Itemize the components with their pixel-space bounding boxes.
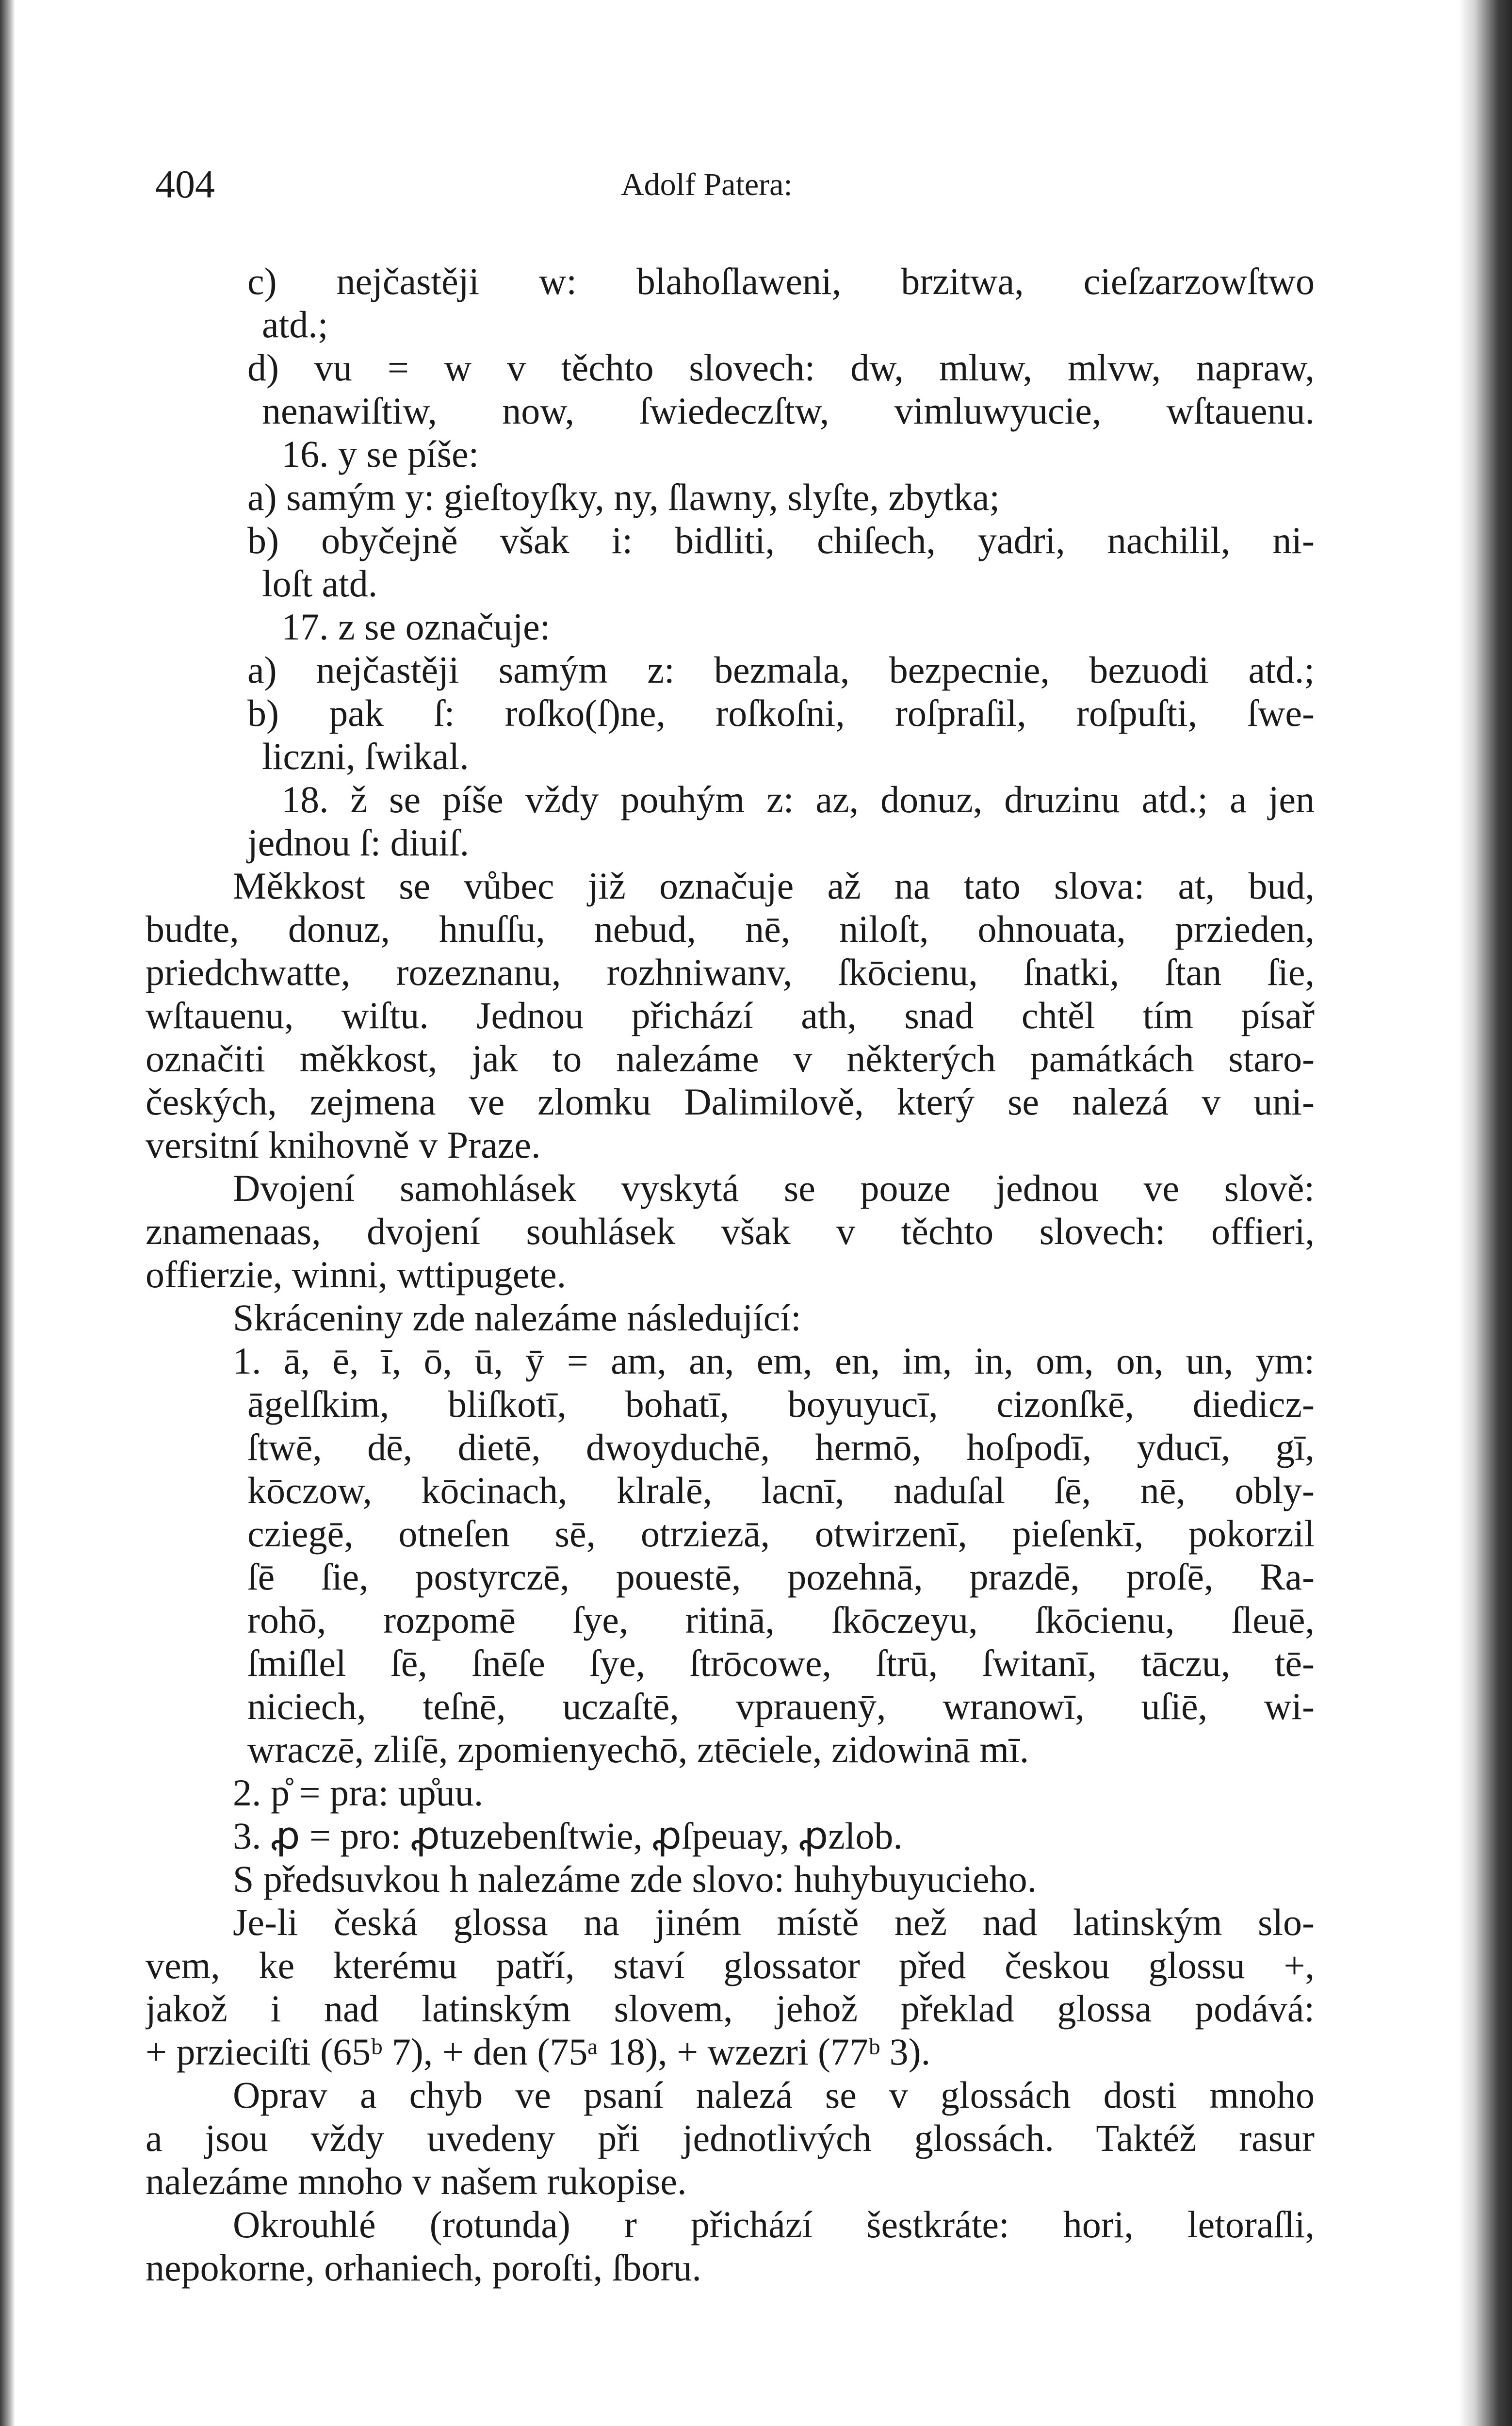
text-line: Okrouhlé (rotunda) r přichází šestkráte: hori, letoraſli, <box>233 2203 1315 2246</box>
text-line: + przieciſti (65ᵇ 7), + den (75ᵃ 18), + wzezri (77ᵇ 3). <box>146 2031 931 2073</box>
text-line: a) samým y: gieſtoyſky, ny, ſlawny, slyſte, zbytka; <box>247 476 1000 518</box>
text-line: jakož i nad latinským slovem, jehož překlad glossa podává: <box>146 1987 1315 2030</box>
text-line: loſt atd. <box>262 562 378 605</box>
text-line: Je-li česká glossa na jiném místě než nad latinským slo- <box>233 1901 1315 1943</box>
text-line: českých, zejmena ve zlomku Dalimilově, který se nalezá v uni- <box>146 1081 1315 1123</box>
text-line: nalezáme mnoho v našem rukopise. <box>146 2160 687 2202</box>
text-line: d) vu = w v těchto slovech: dw, mluw, mlvw, napraw, <box>247 346 1315 389</box>
text-line: liczni, ſwikal. <box>262 735 469 777</box>
text-line: nenawiſtiw, now, ſwiedeczſtw, vimluwyucie, wſtauenu. <box>262 390 1315 432</box>
text-line: niciech, teſnē, uczaſtē, vprauenȳ, wranowī, uſiē, wi- <box>247 1685 1315 1727</box>
text-line: a jsou vždy uvedeny při jednotlivých glossách. Taktéž rasur <box>146 2117 1315 2159</box>
text-line: versitní knihovně v Praze. <box>146 1124 541 1166</box>
running-header <box>0 160 1512 213</box>
text-line: wraczē, zliſē, zpomienyechō, ztēciele, zidowinā mī. <box>247 1728 1029 1770</box>
text-line: b) obyčejně však i: bidliti, chiſech, yadri, nachilil, ni- <box>247 519 1315 561</box>
text-line: Dvojení samohlásek vyskytá se pouze jednou ve slově: <box>233 1167 1315 1209</box>
text-line: Skráceniny zde nalezáme následující: <box>233 1296 801 1339</box>
text-line: S předsuvkou h nalezáme zde slovo: huhybuyucieho. <box>233 1858 1037 1900</box>
text-line: b) pak ſ: roſko(ſ)ne, roſkoſni, roſpraſil, roſpuſti, ſwe- <box>247 692 1315 734</box>
text-line: 2. p̊ = pra: up̊uu. <box>233 1771 484 1814</box>
text-line: cziegē, otneſen sē, otrziezā, otwirzenī, pieſenkī, pokorzil <box>247 1512 1315 1555</box>
text-line: a) nejčastěji samým z: bezmala, bezpecnie, bezuodi atd.; <box>247 649 1315 691</box>
text-line: 16. y se píše: <box>281 433 479 475</box>
text-line: offierzie, winni, wttipugete. <box>146 1253 567 1295</box>
text-line: 18. ž se píše vždy pouhým z: az, donuz, druzinu atd.; a jen <box>281 778 1315 820</box>
text-line: 17. z se označuje: <box>281 606 551 648</box>
text-line: označiti měkkost, jak to nalezáme v některých památkách staro- <box>146 1037 1315 1080</box>
text-line: budte, donuz, hnuſſu, nebud, nē, niloſt, ohnouata, przieden, <box>146 908 1315 950</box>
text-line: 3. ꝓ = pro: ꝓtuzebenſtwie, ꝓſpeuay, ꝓzlob. <box>233 1815 903 1857</box>
text-line: 1. ā, ē, ī, ō, ū, ȳ = am, an, em, en, im, in, om, on, un, ym: <box>233 1340 1315 1382</box>
running-title: Adolf Patera: <box>621 167 793 202</box>
text-line: kōczow, kōcinach, klralē, lacnī, naduſal ſē, nē, obly- <box>247 1469 1315 1511</box>
text-line: Měkkost se vůbec již označuje až na tato slova: at, bud, <box>233 865 1315 907</box>
text-line: rohō, rozpomē ſye, ritinā, ſkōczeyu, ſkōcienu, ſleuē, <box>247 1599 1315 1641</box>
text-line: ſmiſlel ſē, ſnēſe ſye, ſtrōcowe, ſtrū, ſwitanī, tāczu, tē- <box>247 1642 1315 1684</box>
text-line: c) nejčastěji w: blahoſlaweni, brzitwa, cieſzarzowſtwo <box>247 260 1315 302</box>
text-line: vem, ke kterému patří, staví glossator před českou glossu +, <box>146 1944 1315 1986</box>
text-line: atd.; <box>262 303 328 345</box>
text-line: ſē ſie, postyrczē, pouestē, pozehnā, prazdē, proſē, Ra- <box>247 1556 1315 1598</box>
text-line: priedchwatte, rozeznanu, rozhniwanv, ſkōcienu, ſnatki, ſtan ſie, <box>146 951 1315 993</box>
page-number: 404 <box>155 162 215 206</box>
text-line: wſtauenu, wiſtu. Jednou přichází ath, snad chtěl tím písař <box>146 994 1315 1036</box>
text-line: ſtwē, dē, dietē, dwoyduchē, hermō, hoſpodī, yducī, gī, <box>247 1426 1315 1468</box>
text-line: Oprav a chyb ve psaní nalezá se v glossách dosti mnoho <box>233 2074 1315 2116</box>
text-line: jednou ſ: diuiſ. <box>247 821 470 864</box>
text-line: āgelſkim, bliſkotī, bohatī, boyuyucī, cizonſkē, diedicz- <box>247 1383 1315 1425</box>
text-line: znamenaas, dvojení souhlásek však v těchto slovech: offieri, <box>146 1210 1315 1252</box>
text-line: nepokorne, orhaniech, poroſti, ſboru. <box>146 2246 701 2289</box>
text-body <box>146 260 1315 2289</box>
